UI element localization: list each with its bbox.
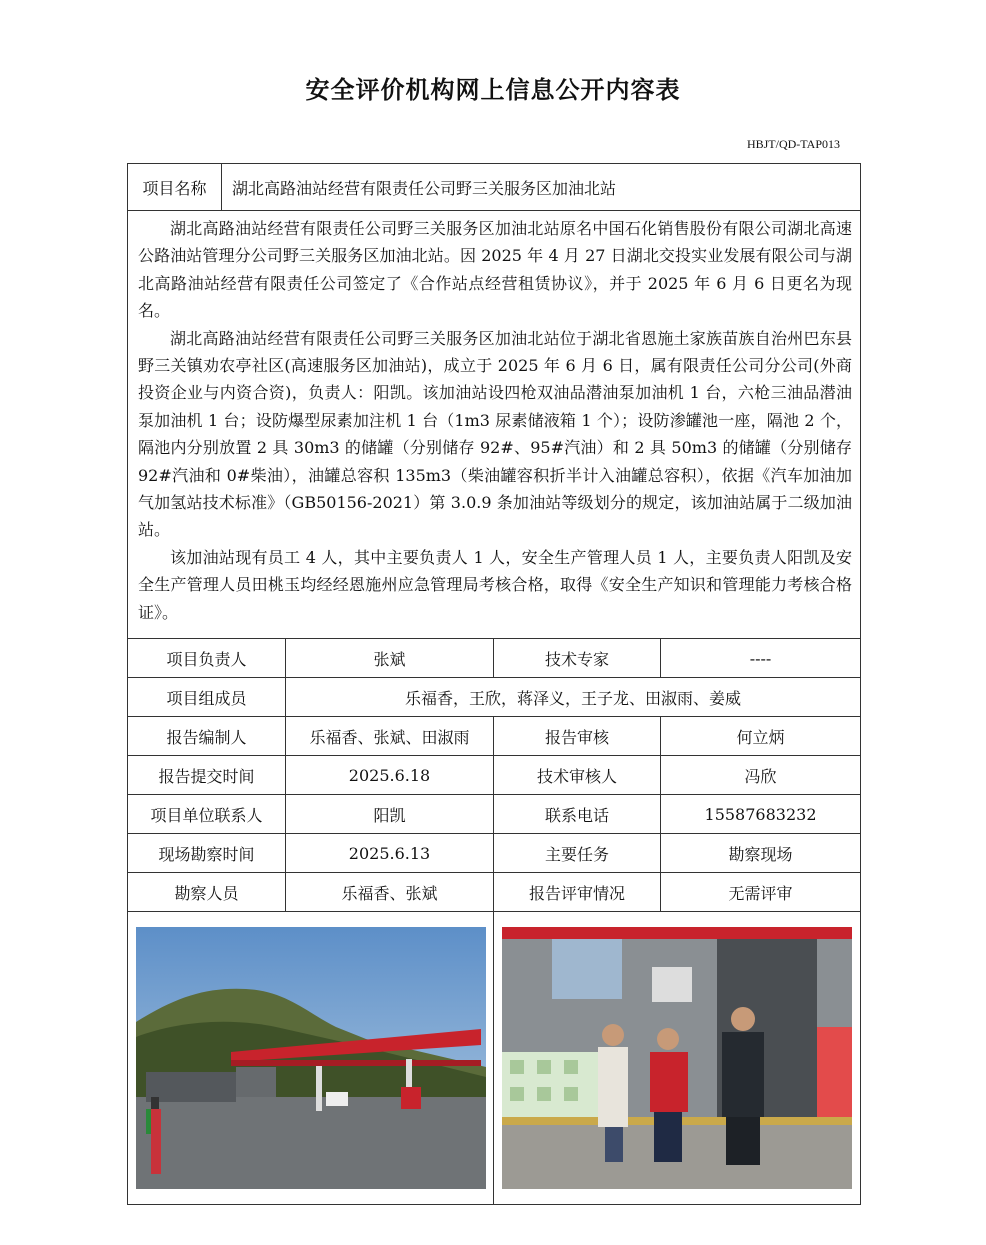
project-name-value: 湖北高路油站经营有限责任公司野三关服务区加油北站 [222, 164, 861, 211]
phone-value: 15587683232 [661, 795, 861, 834]
members-label: 项目组成员 [128, 678, 286, 717]
main-task-label: 主要任务 [494, 834, 661, 873]
description-paragraph: 湖北高路油站经营有限责任公司野三关服务区加油北站原名中国石化销售股份有限公司湖北高速公路油站管理分公司野三关服务区加油北站。因 2025 年 4 月 27 日湖北交投实业发展有限公司与湖北高路油站经营有限责任公司签定了《合作站点经营租赁协议》，并于 2025 年 6 月 6 日更名为现名。 [138, 219, 853, 321]
evaluation-label: 报告评审情况 [494, 873, 661, 912]
evaluation-value: 无需评审 [661, 873, 861, 912]
submit-time-label: 报告提交时间 [128, 756, 286, 795]
left-photo-cell [128, 912, 494, 1205]
document-code: HBJT/QD-TAP013 [746, 137, 840, 151]
reviewer-value: 何立炳 [661, 717, 861, 756]
members-value: 乐福香，王欣，蒋泽义，王子龙、田淑雨、姜威 [286, 678, 861, 717]
phone-label: 联系电话 [494, 795, 661, 834]
leader-value: 张斌 [286, 639, 494, 678]
main-task-value: 勘察现场 [661, 834, 861, 873]
contact-label: 项目单位联系人 [128, 795, 286, 834]
project-description [128, 211, 861, 639]
description-paragraph: 该加油站现有员工 4 人，其中主要负责人 1 人，安全生产管理人员 1 人，主要负责人阳凯及安全生产管理人员田桃玉均经经恩施州应急管理局考核合格，取得《安全生产知识和管理能力考核合格证》。 [138, 547, 853, 622]
surveyors-label: 勘察人员 [128, 873, 286, 912]
page-title: 安全评价机构网上信息公开内容表 [305, 75, 681, 104]
contact-value: 阳凯 [286, 795, 494, 834]
gas-station-photo [136, 927, 486, 1189]
compiler-value: 乐福香、张斌、田淑雨 [286, 717, 494, 756]
reviewer-label: 报告审核 [494, 717, 661, 756]
info-table [127, 163, 861, 1205]
surveyors-value: 乐福香、张斌 [286, 873, 494, 912]
project-name-label: 项目名称 [128, 164, 222, 211]
expert-value: ---- [661, 639, 861, 678]
compiler-label: 报告编制人 [128, 717, 286, 756]
survey-time-value: 2025.6.13 [286, 834, 494, 873]
submit-time-value: 2025.6.18 [286, 756, 494, 795]
survey-team-photo [502, 927, 852, 1189]
description-paragraph: 湖北高路油站经营有限责任公司野三关服务区加油北站位于湖北省恩施土家族苗族自治州巴东县野三关镇劝农亭社区(高速服务区加油站)，成立于 2025 年 6 月 6 日，属有限责任公司分公司(外商投资企业与内资合资)，负责人：阳凯。该加油站设四枪双油品潜油泵加油机 1 台，六枪三油品潜油泵加油机 1 台；设防爆型尿素加注机 1 台（1m3 尿素储液箱 1 个）；设防渗罐池一座，隔池 2 个，隔池内分别放置 2 具 30m3 的储罐（分别储存 92#、95#汽油）和 2 具 50m3 的储罐（分别储存 92#汽油和 0#柴油），油罐总容积 135m3（柴油罐容积折半计入油罐总容积），依据《汽车加油加气加氢站技术标准》（GB50156-2021）第 3.0.9 条加油站等级划分的规定，该加油站属于二级加油站。 [138, 328, 853, 540]
expert-label: 技术专家 [494, 639, 661, 678]
right-photo-cell [494, 912, 861, 1205]
survey-time-label: 现场勘察时间 [128, 834, 286, 873]
tech-reviewer-value: 冯欣 [661, 756, 861, 795]
leader-label: 项目负责人 [128, 639, 286, 678]
tech-reviewer-label: 技术审核人 [494, 756, 661, 795]
